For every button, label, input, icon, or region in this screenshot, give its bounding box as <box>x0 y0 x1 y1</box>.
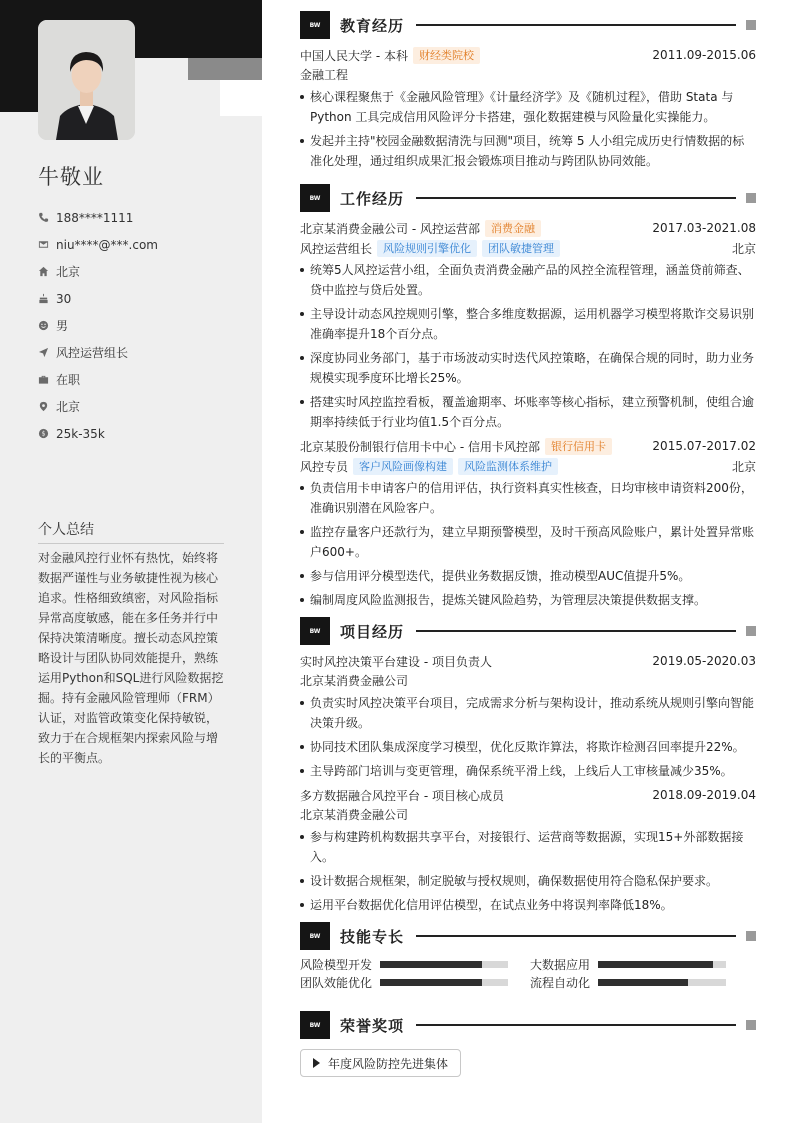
section-title: 工作经历 <box>340 189 405 208</box>
project-entry <box>300 785 756 915</box>
section-square-icon <box>746 20 756 30</box>
info-row-city <box>38 258 238 285</box>
info-row-position <box>38 339 238 366</box>
work-section <box>300 183 756 614</box>
info-row-status <box>38 366 238 393</box>
city-text: 北京 <box>56 265 81 279</box>
section-title: 技能专长 <box>340 927 405 946</box>
major: 金融工程 <box>300 68 349 82</box>
skill-bar <box>598 961 726 968</box>
smile-icon <box>38 320 56 331</box>
job-role: 风控运营组长 <box>300 241 373 256</box>
skill-item <box>300 975 530 989</box>
company-name: 北京某股份制银行信用卡中心 - 信用卡风控部 <box>300 439 540 454</box>
summary-text: 对金融风控行业怀有热忱，始终将数据严谨性与业务敏捷性视为核心追求。性格细致缜密，对风险指标异常高度敏感，能在多任务并行中保持决策清晰度。擅长动态风控策略设计与团队协同效能提升，熟练运用Python和SQL进行风险数据挖掘。持有金融风险管理师（FRM）认证，对监管政策变化保持敏锐，致力于在合规框架内探索风险与增长的平衡点。 <box>38 551 224 765</box>
job-entry-header <box>300 436 756 456</box>
section-title: 荣誉奖项 <box>340 1016 405 1035</box>
company-name: 北京某消费金融公司 - 风控运营部 <box>300 221 480 236</box>
list-item: 发起并主持"校园金融数据清洗与回测"项目，统筹 5 人小组完成历史行情数据的标准化处理，通过组织成果汇报会锻炼项目推动与跨团队协同效能。 <box>300 131 756 171</box>
skill-bar-fill <box>380 979 482 986</box>
info-row-email <box>38 231 238 258</box>
gender-text: 男 <box>56 319 69 333</box>
candidate-name: 牛敬业 <box>38 165 104 189</box>
contact-info-list <box>38 204 238 447</box>
section-badge: BW <box>300 1011 330 1039</box>
target-city-text: 北京 <box>56 400 81 414</box>
project-org: 北京某消费金融公司 <box>300 674 409 688</box>
section-square-icon <box>746 931 756 941</box>
list-item: 统筹5人风控运营小组，全面负责消费金融产品的风控全流程管理，涵盖贷前筛查、贷中监控与贷后处置。 <box>300 260 756 300</box>
info-row-salary <box>38 420 238 447</box>
sidebar-white-block <box>220 80 262 116</box>
svg-text:$: $ <box>41 429 46 438</box>
section-header <box>300 1010 756 1040</box>
skill-name: 团队效能优化 <box>300 975 373 990</box>
list-item: 运用平台数据优化信用评估模型，在试点业务中将误判率降低18%。 <box>300 895 756 915</box>
sidebar <box>0 0 262 1123</box>
education-section <box>300 10 756 175</box>
list-item: 负责信用卡申请客户的信用评估，执行资料真实性核查，日均审核申请资料200份，准确识别潜在风险客户。 <box>300 478 756 518</box>
project-entry <box>300 651 756 781</box>
skill-item <box>530 957 756 971</box>
phone-text: 188****1111 <box>56 210 134 225</box>
school-tag: 财经类院校 <box>413 47 480 64</box>
section-badge: BW <box>300 922 330 950</box>
skill-bar <box>380 961 508 968</box>
coin-icon <box>38 428 56 439</box>
skill-tag: 风险监测体系维护 <box>458 458 558 475</box>
project-entry-header <box>300 785 756 805</box>
list-item: 深度协同业务部门，基于市场波动实时迭代风控策略，在确保合规的同时，助力业务规模实现季度环比增长25%。 <box>300 348 756 388</box>
location-pin-icon <box>38 401 56 412</box>
info-row-target-city <box>38 393 238 420</box>
section-divider <box>416 197 736 199</box>
award-label: 年度风险防控先进集体 <box>328 1056 449 1071</box>
list-item: 编制周度风险监测报告，提炼关键风险趋势，为管理层决策提供数据支撑。 <box>300 590 756 610</box>
education-entry-header <box>300 45 756 65</box>
briefcase-icon <box>38 374 56 385</box>
salary-text: 25k-35k <box>56 426 105 441</box>
project-bullets <box>300 827 756 915</box>
awards-section <box>300 1010 756 1077</box>
job-entry <box>300 436 756 610</box>
list-item: 核心课程聚焦于《金融风险管理》《计量经济学》及《随机过程》，借助 Stata 与 Python 工具完成信用风险评分卡搭建，强化数据建模与风险量化实操能力。 <box>300 87 756 127</box>
skill-name: 大数据应用 <box>530 957 591 972</box>
job-role-row <box>300 456 756 476</box>
project-name: 实时风控决策平台建设 - 项目负责人 <box>300 654 492 669</box>
projects-section <box>300 616 756 919</box>
project-bullets <box>300 693 756 781</box>
info-row-age <box>38 285 238 312</box>
job-city: 北京 <box>731 241 756 256</box>
age-text: 30 <box>56 291 72 306</box>
section-header <box>300 183 756 213</box>
list-item: 负责实时风控决策平台项目，完成需求分析与架构设计，推动系统从规则引擎向智能决策升级。 <box>300 693 756 733</box>
project-entry-header <box>300 651 756 671</box>
summary-title: 个人总结 <box>38 519 224 544</box>
skill-name: 流程自动化 <box>530 975 591 990</box>
education-bullets <box>300 87 756 171</box>
section-badge: BW <box>300 617 330 645</box>
section-badge: BW <box>300 11 330 39</box>
section-title: 项目经历 <box>340 622 405 641</box>
info-row-gender <box>38 312 238 339</box>
section-badge: BW <box>300 184 330 212</box>
section-square-icon <box>746 193 756 203</box>
award-item <box>300 1049 461 1077</box>
skill-bar <box>380 979 508 986</box>
skill-tag: 客户风险画像构建 <box>353 458 453 475</box>
project-date: 2018.09-2019.04 <box>652 788 756 802</box>
section-divider <box>416 1024 736 1026</box>
list-item: 参与信用评分模型迭代，提供业务数据反馈，推动模型AUC值提升5%。 <box>300 566 756 586</box>
position-text: 风控运营组长 <box>56 346 129 360</box>
job-date: 2017.03-2021.08 <box>652 221 756 235</box>
section-header <box>300 10 756 40</box>
skill-tag: 风险规则引擎优化 <box>377 240 477 257</box>
home-icon <box>38 266 56 277</box>
list-item: 主导跨部门培训与变更管理，确保系统平滑上线，上线后人工审核量减少35%。 <box>300 761 756 781</box>
skills-section <box>300 921 756 989</box>
section-square-icon <box>746 626 756 636</box>
sidebar-accent-block <box>188 58 262 80</box>
cake-icon <box>38 293 56 304</box>
skill-item <box>530 975 756 989</box>
project-date: 2019.05-2020.03 <box>652 654 756 668</box>
email-text: niu****@***.com <box>56 237 158 252</box>
list-item: 协同技术团队集成深度学习模型，优化反欺诈算法，将欺诈检测召回率提升22%。 <box>300 737 756 757</box>
skill-name: 风险模型开发 <box>300 957 373 972</box>
section-header <box>300 921 756 951</box>
school-name: 中国人民大学 - 本科 <box>300 48 408 63</box>
industry-tag: 银行信用卡 <box>545 438 612 455</box>
profile-photo <box>38 20 135 140</box>
play-triangle-icon <box>313 1058 320 1068</box>
project-name: 多方数据融合风控平台 - 项目核心成员 <box>300 788 504 803</box>
job-city: 北京 <box>731 459 756 474</box>
list-item: 主导设计动态风控规则引擎，整合多维度数据源，运用机器学习模型将欺诈交易识别准确率提升18个百分点。 <box>300 304 756 344</box>
skills-grid <box>300 957 756 989</box>
job-role-row <box>300 238 756 258</box>
job-date: 2015.07-2017.02 <box>652 439 756 453</box>
skill-bar-fill <box>598 979 688 986</box>
section-divider <box>416 630 736 632</box>
section-divider <box>416 24 736 26</box>
skill-bar-fill <box>380 961 482 968</box>
industry-tag: 消费金融 <box>485 220 541 237</box>
section-header <box>300 616 756 646</box>
info-row-phone <box>38 204 238 231</box>
job-bullets <box>300 260 756 432</box>
status-text: 在职 <box>56 373 81 387</box>
section-title: 教育经历 <box>340 16 405 35</box>
job-role: 风控专员 <box>300 459 349 474</box>
skill-tag: 团队敏捷管理 <box>482 240 560 257</box>
education-date: 2011.09-2015.06 <box>652 48 756 62</box>
list-item: 设计数据合规框架，制定脱敏与授权规则，确保数据使用符合隐私保护要求。 <box>300 871 756 891</box>
list-item: 搭建实时风控监控看板，覆盖逾期率、坏账率等核心指标，建立预警机制，使组合逾期率持续低于行业均值1.5个百分点。 <box>300 392 756 432</box>
list-item: 监控存量客户还款行为，建立早期预警模型，及时干预高风险账户，累计处置异常账户600+。 <box>300 522 756 562</box>
job-bullets <box>300 478 756 610</box>
section-square-icon <box>746 1020 756 1030</box>
mail-icon <box>38 239 56 250</box>
skill-bar <box>598 979 726 986</box>
send-icon <box>38 347 56 358</box>
job-entry-header <box>300 218 756 238</box>
skill-item <box>300 957 530 971</box>
section-divider <box>416 935 736 937</box>
skill-bar-fill <box>598 961 713 968</box>
sidebar-header-block-left <box>0 58 38 112</box>
project-org: 北京某消费金融公司 <box>300 808 409 822</box>
list-item: 参与构建跨机构数据共享平台，对接银行、运营商等数据源，实现15+外部数据接入。 <box>300 827 756 867</box>
job-entry <box>300 218 756 432</box>
phone-icon <box>38 212 56 223</box>
